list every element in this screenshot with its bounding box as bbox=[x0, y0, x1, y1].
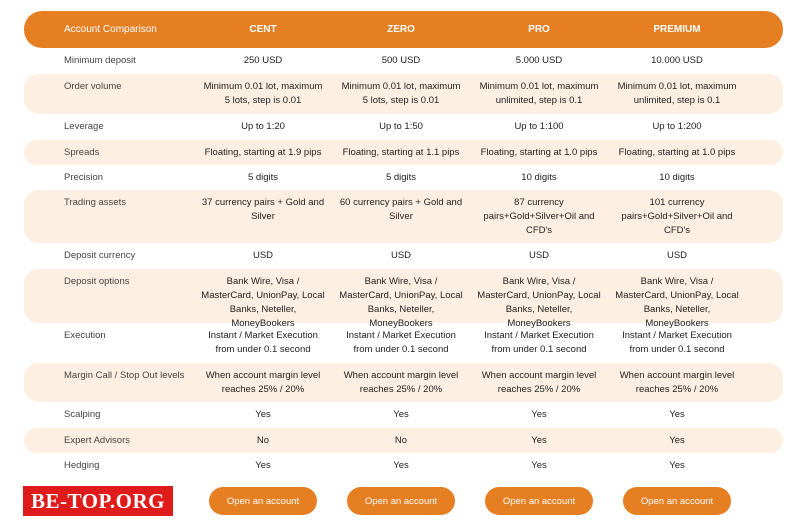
header-account-cent: CENT bbox=[249, 24, 277, 35]
header-label: Account Comparison bbox=[64, 24, 157, 35]
cell-premium: Floating, starting at 1.0 pips bbox=[618, 147, 736, 158]
cell-zero: Yes bbox=[393, 460, 409, 471]
row-label: Hedging bbox=[64, 460, 100, 471]
cell-zero: When account margin level reaches 25% / 20% bbox=[343, 370, 459, 395]
table-row bbox=[24, 140, 783, 165]
row-label: Spreads bbox=[64, 147, 100, 158]
cell-cent: Yes bbox=[255, 409, 271, 420]
row-label: Execution bbox=[64, 330, 106, 341]
cell-zero: Instant / Market Execution from under 0.1 second bbox=[346, 330, 456, 355]
cell-premium: 10 digits bbox=[659, 172, 695, 183]
cell-zero: Bank Wire, Visa / MasterCard, UnionPay, Local Banks, Neteller, MoneyBookers bbox=[339, 276, 463, 329]
cell-premium: Yes bbox=[669, 435, 685, 446]
cell-cent: Floating, starting at 1.9 pips bbox=[204, 147, 322, 158]
cell-pro: USD bbox=[528, 250, 550, 261]
row-label: Scalping bbox=[64, 409, 101, 420]
cell-zero: Floating, starting at 1.1 pips bbox=[342, 147, 460, 158]
cell-pro: Bank Wire, Visa / MasterCard, UnionPay, Local Banks, Neteller, MoneyBookers bbox=[477, 276, 601, 329]
cell-premium: 101 currency pairs+Gold+Silver+Oil and CFD's bbox=[621, 197, 733, 236]
cell-cent: 250 USD bbox=[243, 55, 283, 66]
row-label: Margin Call / Stop Out levels bbox=[64, 370, 185, 381]
row-label: Precision bbox=[64, 172, 104, 183]
cell-cent: Minimum 0.01 lot, maximum 5 lots, step is 0.01 bbox=[203, 81, 323, 106]
cell-cent: Yes bbox=[255, 460, 271, 471]
cell-zero: USD bbox=[390, 250, 412, 261]
cell-zero: Up to 1:50 bbox=[379, 121, 423, 132]
table-row bbox=[24, 363, 783, 402]
row-label: Trading assets bbox=[64, 197, 126, 208]
row-label: Expert Advisors bbox=[64, 435, 130, 446]
cell-pro: 87 currency pairs+Gold+Silver+Oil and CFD's bbox=[483, 197, 595, 236]
row-label: Deposit currency bbox=[64, 250, 136, 261]
button-cell-zero bbox=[332, 487, 470, 515]
cell-pro: 5.000 USD bbox=[515, 55, 563, 66]
cell-premium: Minimum 0.01 lot, maximum unlimited, step is 0.1 bbox=[617, 81, 737, 106]
watermark-badge: BE-TOP.ORG bbox=[23, 486, 173, 516]
table-row bbox=[24, 74, 783, 114]
cell-cent: 5 digits bbox=[247, 172, 279, 183]
cell-cent: Up to 1:20 bbox=[241, 121, 285, 132]
row-label: Leverage bbox=[64, 121, 104, 132]
cell-zero: 5 digits bbox=[385, 172, 417, 183]
cell-pro: Minimum 0.01 lot, maximum unlimited, step is 0.1 bbox=[479, 81, 599, 106]
header-account-pro: PRO bbox=[528, 24, 550, 35]
cell-zero: Yes bbox=[393, 409, 409, 420]
cell-cent: No bbox=[256, 435, 270, 446]
button-cell-premium bbox=[608, 487, 746, 515]
row-label: Deposit options bbox=[64, 276, 130, 287]
comparison-table bbox=[24, 48, 783, 479]
comparison-header bbox=[24, 11, 783, 48]
cell-premium: Instant / Market Execution from under 0.1 second bbox=[622, 330, 732, 355]
cell-pro: Instant / Market Execution from under 0.1 second bbox=[484, 330, 594, 355]
open-account-premium-button[interactable]: Open an account bbox=[623, 487, 731, 515]
cell-pro: Yes bbox=[531, 409, 547, 420]
cell-premium: Yes bbox=[669, 460, 685, 471]
cell-pro: Up to 1:100 bbox=[514, 121, 564, 132]
open-account-zero-button[interactable]: Open an account bbox=[347, 487, 455, 515]
table-row bbox=[24, 269, 783, 329]
cell-zero: No bbox=[394, 435, 408, 446]
cell-premium: 10.000 USD bbox=[651, 55, 703, 66]
cell-zero: Minimum 0.01 lot, maximum 5 lots, step is 0.01 bbox=[341, 81, 461, 106]
cell-premium: Bank Wire, Visa / MasterCard, UnionPay, Local Banks, Neteller, MoneyBookers bbox=[615, 276, 739, 329]
cell-cent: 37 currency pairs + Gold and Silver bbox=[201, 197, 325, 222]
table-row bbox=[24, 165, 783, 190]
cell-cent: USD bbox=[252, 250, 274, 261]
cell-cent: When account margin level reaches 25% / 20% bbox=[205, 370, 321, 395]
table-row bbox=[24, 190, 783, 243]
cell-pro: Yes bbox=[531, 435, 547, 446]
cell-cent: Bank Wire, Visa / MasterCard, UnionPay, Local Banks, Neteller, MoneyBookers bbox=[201, 276, 325, 329]
cell-pro: When account margin level reaches 25% / 20% bbox=[481, 370, 597, 395]
cell-premium: When account margin level reaches 25% / 20% bbox=[619, 370, 735, 395]
header-account-zero: ZERO bbox=[387, 24, 415, 35]
cell-pro: 10 digits bbox=[521, 172, 557, 183]
cell-zero: 500 USD bbox=[381, 55, 421, 66]
button-cell-cent bbox=[194, 487, 332, 515]
cell-zero: 60 currency pairs + Gold and Silver bbox=[339, 197, 463, 222]
table-row bbox=[24, 323, 783, 363]
cell-premium: Up to 1:200 bbox=[652, 121, 702, 132]
table-row bbox=[24, 453, 783, 479]
cell-pro: Yes bbox=[531, 460, 547, 471]
open-account-pro-button[interactable]: Open an account bbox=[485, 487, 593, 515]
header-account-premium: PREMIUM bbox=[653, 24, 701, 35]
table-row bbox=[24, 402, 783, 428]
row-label: Order volume bbox=[64, 81, 122, 92]
cell-pro: Floating, starting at 1.0 pips bbox=[480, 147, 598, 158]
table-row bbox=[24, 48, 783, 74]
cell-cent: Instant / Market Execution from under 0.1 second bbox=[208, 330, 318, 355]
table-row bbox=[24, 114, 783, 140]
cell-premium: USD bbox=[666, 250, 688, 261]
row-label: Minimum deposit bbox=[64, 55, 136, 66]
button-cell-pro bbox=[470, 487, 608, 515]
cell-premium: Yes bbox=[669, 409, 685, 420]
table-row bbox=[24, 428, 783, 453]
open-account-cent-button[interactable]: Open an account bbox=[209, 487, 317, 515]
table-row bbox=[24, 243, 783, 269]
